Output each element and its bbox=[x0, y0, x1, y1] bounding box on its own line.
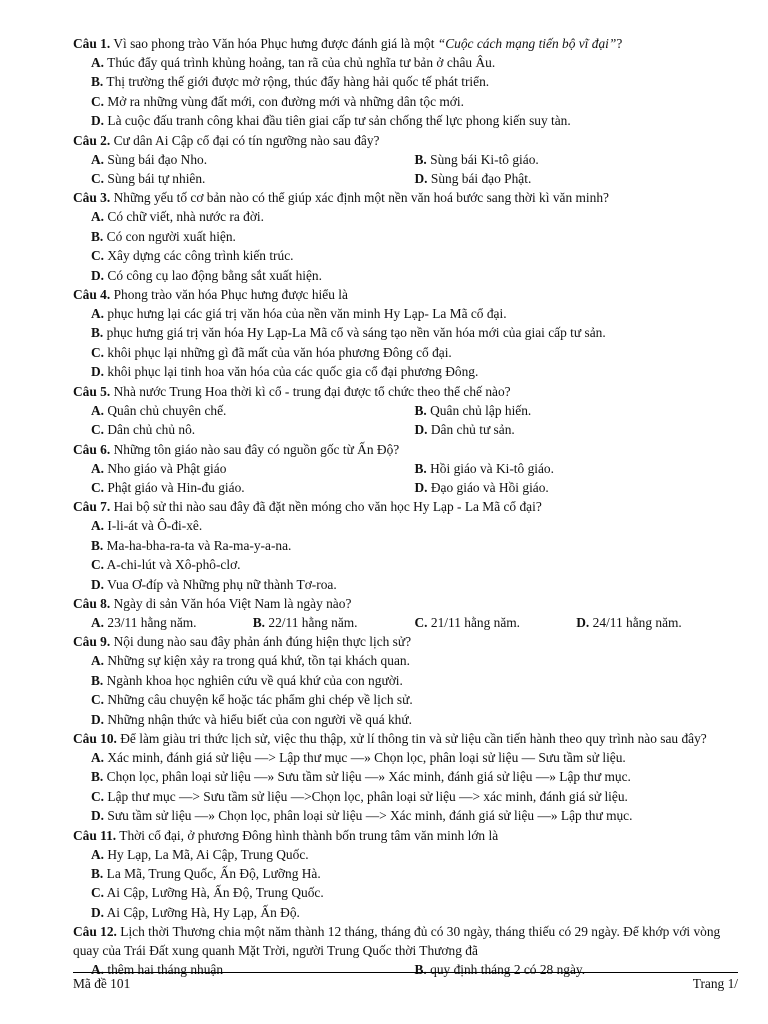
option-letter: C. bbox=[91, 171, 105, 187]
option-letter: D. bbox=[91, 711, 105, 727]
question-stem bbox=[73, 729, 738, 748]
answer-option bbox=[91, 690, 738, 709]
question-stem bbox=[73, 131, 738, 150]
question-text: Những tôn giáo nào sau đây có nguồn gốc từ Ấn Độ? bbox=[113, 441, 400, 457]
exam-code: Mã đề 101 bbox=[73, 976, 131, 991]
answer-option bbox=[91, 343, 738, 362]
answer-options bbox=[73, 651, 738, 729]
question-number: Câu 12. bbox=[73, 924, 117, 940]
question-stem bbox=[73, 922, 738, 960]
question-number: Câu 2. bbox=[73, 132, 111, 148]
question bbox=[73, 285, 738, 382]
option-text: La Mã, Trung Quốc, Ấn Độ, Lưỡng Hà. bbox=[106, 866, 321, 881]
option-text: Ai Cập, Lưỡng Hà, Hy Lạp, Ấn Độ. bbox=[106, 904, 300, 920]
answer-option bbox=[91, 555, 738, 574]
option-text: 23/11 hằng năm. bbox=[107, 614, 197, 630]
option-text: 22/11 hằng năm. bbox=[268, 614, 358, 630]
question-text: Hai bộ sử thi nào sau đây đã đặt nền móng cho văn học Hy Lạp - La Mã cổ đại? bbox=[113, 499, 542, 515]
answer-option bbox=[91, 304, 738, 323]
option-letter: A. bbox=[91, 306, 105, 322]
option-text: Là cuộc đấu tranh công khai đầu tiên giai cấp tư sản chống thế lực phong kiến suy tàn. bbox=[107, 113, 571, 129]
option-text: Có chữ viết, nhà nước ra đời. bbox=[107, 209, 264, 225]
question bbox=[73, 131, 738, 189]
option-text: khôi phục lại tinh hoa văn hóa của các quốc gia cổ đại phương Đông. bbox=[107, 364, 479, 380]
option-letter: D. bbox=[91, 267, 105, 283]
option-letter: B. bbox=[414, 460, 427, 476]
question-text: Những yếu tố cơ bản nào có thể giúp xác định một nền văn hoá bước sang thời kì văn minh? bbox=[113, 190, 609, 206]
option-text: 24/11 hằng năm. bbox=[592, 614, 682, 630]
answer-options bbox=[73, 459, 738, 498]
option-letter: B. bbox=[91, 672, 104, 688]
option-text: Mở ra những vùng đất mới, con đường mới và những dân tộc mới. bbox=[107, 93, 464, 109]
answer-option bbox=[91, 710, 738, 729]
question-text: Lịch thời Thương chia một năm thành 12 tháng, tháng đủ có 30 ngày, tháng thiếu có 29 ngày. Để khớp với vòng quay của Trái Đất xung quanh Mặt Trời, người Trung Quốc thời Thương đã bbox=[73, 924, 721, 959]
option-text: Dân chủ tư sản. bbox=[430, 422, 515, 438]
question-stem bbox=[73, 34, 738, 53]
page-number: Trang 1/ bbox=[692, 976, 738, 991]
answer-option bbox=[91, 227, 738, 246]
option-letter: C. bbox=[414, 614, 428, 630]
option-letter: C. bbox=[91, 479, 105, 495]
option-letter: A. bbox=[91, 614, 105, 630]
option-letter: B. bbox=[91, 325, 104, 341]
option-letter: C. bbox=[91, 788, 105, 804]
option-text: Những sự kiện xảy ra trong quá khứ, tồn tại khách quan. bbox=[107, 653, 410, 669]
option-letter: C. bbox=[91, 422, 105, 438]
question-text: Nhà nước Trung Hoa thời kì cổ - trung đại được tổ chức theo thể chế nào? bbox=[113, 383, 511, 399]
answer-option bbox=[91, 92, 738, 111]
option-letter: A. bbox=[91, 518, 105, 534]
question-punctuation: ? bbox=[616, 36, 623, 51]
option-text: Có công cụ lao động bằng sắt xuất hiện. bbox=[107, 267, 322, 283]
question-text: Phong trào văn hóa Phục hưng được hiểu là bbox=[113, 287, 348, 303]
option-text: quy định tháng 2 có 28 ngày. bbox=[430, 962, 586, 978]
answer-option bbox=[91, 864, 738, 883]
option-letter: B. bbox=[414, 962, 427, 978]
answer-option bbox=[415, 459, 739, 478]
option-text: Ma-ha-bha-ra-ta và Ra-ma-y-a-na. bbox=[106, 537, 292, 553]
answer-option bbox=[91, 536, 738, 555]
answer-option bbox=[91, 169, 415, 188]
answer-option bbox=[91, 516, 738, 535]
question-stem bbox=[73, 285, 738, 304]
option-letter: D. bbox=[91, 113, 105, 129]
option-letter: A. bbox=[91, 653, 105, 669]
option-letter: D. bbox=[91, 808, 105, 824]
answer-option bbox=[91, 575, 738, 594]
answer-option bbox=[91, 111, 738, 130]
answer-option bbox=[91, 207, 738, 226]
option-letter: B. bbox=[91, 866, 104, 881]
option-letter: A. bbox=[91, 402, 105, 418]
answer-option bbox=[91, 266, 738, 285]
answer-option bbox=[91, 671, 738, 690]
answer-option bbox=[415, 420, 739, 439]
option-text: Sưu tầm sử liệu —» Chọn lọc, phân loại sử liệu —> Xác minh, đánh giá sử liệu —» Lập thư mục. bbox=[107, 808, 633, 824]
option-letter: A. bbox=[91, 55, 105, 70]
option-text: Có con người xuất hiện. bbox=[106, 228, 236, 244]
answer-options bbox=[73, 207, 738, 285]
option-text: Thị trường thế giới được mở rộng, thúc đẩy hàng hải quốc tế phát triển. bbox=[106, 74, 490, 90]
option-text: I-li-át và Ô-đi-xê. bbox=[107, 518, 203, 534]
option-text: Sùng bái đạo Phật. bbox=[430, 171, 532, 187]
option-text: phục hưng lại các giá trị văn hóa của nền văn minh Hy Lạp- La Mã cổ đại. bbox=[107, 306, 507, 322]
option-letter: A. bbox=[91, 962, 105, 978]
answer-options bbox=[73, 516, 738, 594]
question-stem bbox=[73, 632, 738, 651]
option-text: thêm hai tháng nhuận bbox=[107, 962, 224, 978]
answer-option bbox=[91, 787, 738, 806]
question-number: Câu 7. bbox=[73, 499, 111, 515]
option-letter: B. bbox=[91, 228, 104, 244]
option-text: Những câu chuyện kể hoặc tác phẩm ghi chép về lịch sử. bbox=[107, 692, 413, 708]
answer-option bbox=[91, 845, 738, 864]
option-text: Ngành khoa học nghiên cứu về quá khứ của con người. bbox=[106, 672, 403, 688]
option-text: Ai Cập, Lưỡng Hà, Ấn Độ, Trung Quốc. bbox=[106, 885, 324, 901]
question-text: Thời cổ đại, ở phương Đông hình thành bốn trung tâm văn minh lớn là bbox=[119, 827, 499, 843]
question bbox=[73, 594, 738, 632]
option-text: Đạo giáo và Hồi giáo. bbox=[430, 479, 549, 495]
question-number: Câu 1. bbox=[73, 36, 111, 51]
question-number: Câu 11. bbox=[73, 827, 117, 843]
option-letter: A. bbox=[91, 749, 105, 765]
question-number: Câu 9. bbox=[73, 634, 111, 650]
answer-option bbox=[91, 806, 738, 825]
answer-options bbox=[73, 748, 738, 826]
option-text: Chọn lọc, phân loại sử liệu —» Sưu tầm sử liệu —» Xác minh, đánh giá sử liệu —» Lập thư mục. bbox=[106, 769, 631, 785]
question-number: Câu 3. bbox=[73, 190, 111, 206]
answer-option bbox=[91, 362, 738, 381]
answer-option bbox=[576, 613, 738, 632]
option-letter: D. bbox=[576, 614, 590, 630]
option-text: Thúc đẩy quá trình khủng hoảng, tan rã của chủ nghĩa tư bản ở châu Âu. bbox=[107, 55, 496, 70]
page-footer bbox=[73, 972, 738, 993]
answer-option bbox=[91, 613, 253, 632]
option-text: Quân chủ chuyên chế. bbox=[107, 402, 227, 418]
option-letter: D. bbox=[414, 422, 428, 438]
answer-option bbox=[415, 401, 739, 420]
option-letter: B. bbox=[91, 537, 104, 553]
option-letter: D. bbox=[91, 364, 105, 380]
answer-option bbox=[91, 478, 415, 497]
option-text: A-chi-lút và Xô-phô-clơ. bbox=[106, 557, 241, 573]
option-text: Dân chủ chủ nô. bbox=[107, 422, 196, 438]
option-text: 21/11 hằng năm. bbox=[430, 614, 521, 630]
option-letter: A. bbox=[91, 151, 105, 167]
option-text: Sùng bái tự nhiên. bbox=[107, 171, 206, 187]
option-text: phục hưng giá trị văn hóa Hy Lạp-La Mã cổ và sáng tạo nền văn hóa mới của giai cấp tư sản. bbox=[106, 325, 606, 341]
option-text: Vua Ơ-đíp và Những phụ nữ thành Tơ-roa. bbox=[107, 576, 337, 592]
question-quote: “Cuộc cách mạng tiến bộ vĩ đại” bbox=[437, 36, 617, 51]
question bbox=[73, 497, 738, 594]
question-text: Vì sao phong trào Văn hóa Phục hưng được đánh giá là một bbox=[113, 36, 438, 51]
option-letter: D. bbox=[414, 479, 428, 495]
question-stem bbox=[73, 497, 738, 516]
question-text: Nội dung nào sau đây phản ánh đúng hiện thực lịch sử? bbox=[113, 634, 412, 650]
option-text: Hồi giáo và Ki-tô giáo. bbox=[430, 460, 554, 476]
answer-option bbox=[91, 53, 738, 72]
question-text: Ngày di sản Văn hóa Việt Nam là ngày nào? bbox=[113, 595, 352, 611]
question-stem bbox=[73, 440, 738, 459]
answer-option bbox=[91, 459, 415, 478]
answer-option bbox=[91, 748, 738, 767]
option-letter: D. bbox=[91, 576, 105, 592]
question-number: Câu 6. bbox=[73, 441, 111, 457]
option-letter: A. bbox=[91, 846, 105, 862]
option-letter: C. bbox=[91, 93, 105, 109]
question bbox=[73, 382, 738, 440]
question-number: Câu 5. bbox=[73, 383, 111, 399]
question-text: Cư dân Ai Cập cổ đại có tín ngưỡng nào sau đây? bbox=[113, 132, 380, 148]
option-text: Hy Lạp, La Mã, Ai Cập, Trung Quốc. bbox=[107, 846, 309, 862]
option-letter: A. bbox=[91, 209, 105, 225]
question-stem bbox=[73, 594, 738, 613]
option-text: Sùng bái đạo Nho. bbox=[107, 151, 208, 167]
question bbox=[73, 729, 738, 826]
option-letter: C. bbox=[91, 885, 105, 901]
option-text: Lập thư mục —> Sưu tầm sử liệu —>Chọn lọc, phân loại sử liệu —> xác minh, đánh giá sử liệu. bbox=[107, 788, 628, 804]
option-letter: B. bbox=[91, 74, 104, 90]
answer-option bbox=[91, 246, 738, 265]
option-letter: B. bbox=[91, 769, 104, 785]
option-text: Quân chủ lập hiến. bbox=[430, 402, 532, 418]
answer-option bbox=[415, 150, 739, 169]
option-letter: C. bbox=[91, 248, 105, 264]
answer-option bbox=[91, 651, 738, 670]
question bbox=[73, 922, 738, 979]
option-letter: D. bbox=[91, 904, 105, 920]
question bbox=[73, 188, 738, 285]
answer-option bbox=[91, 150, 415, 169]
answer-options bbox=[73, 304, 738, 382]
option-letter: D. bbox=[414, 171, 428, 187]
option-letter: C. bbox=[91, 692, 105, 708]
answer-option bbox=[91, 883, 738, 902]
answer-option bbox=[91, 903, 738, 922]
answer-options bbox=[73, 613, 738, 632]
question bbox=[73, 632, 738, 729]
option-text: Những nhận thức và hiểu biết của con người về quá khứ. bbox=[107, 711, 412, 727]
question bbox=[73, 440, 738, 498]
answer-option bbox=[91, 420, 415, 439]
answer-option bbox=[415, 613, 577, 632]
answer-option bbox=[415, 478, 739, 497]
option-text: khôi phục lại những gì đã mất của văn hóa phương Đông cổ đại. bbox=[107, 344, 452, 360]
question bbox=[73, 826, 738, 923]
option-text: Xây dựng các công trình kiến trúc. bbox=[107, 248, 294, 264]
question-number: Câu 10. bbox=[73, 730, 117, 746]
option-letter: B. bbox=[252, 614, 266, 630]
answer-option bbox=[91, 72, 738, 91]
option-letter: C. bbox=[91, 344, 105, 360]
option-letter: A. bbox=[91, 460, 105, 476]
option-letter: B. bbox=[414, 402, 427, 418]
answer-option bbox=[415, 169, 739, 188]
answer-option bbox=[91, 323, 738, 342]
question-number: Câu 4. bbox=[73, 287, 111, 303]
answer-option bbox=[91, 767, 738, 786]
question-stem bbox=[73, 826, 738, 845]
option-letter: C. bbox=[91, 557, 105, 573]
answer-options bbox=[73, 845, 738, 923]
option-text: Phật giáo và Hin-đu giáo. bbox=[107, 479, 245, 495]
question bbox=[73, 34, 738, 131]
answer-option bbox=[91, 401, 415, 420]
question-stem bbox=[73, 382, 738, 401]
question-stem bbox=[73, 188, 738, 207]
exam-page bbox=[73, 34, 738, 980]
answer-options bbox=[73, 150, 738, 189]
option-text: Sùng bái Ki-tô giáo. bbox=[430, 151, 539, 167]
option-letter: B. bbox=[414, 151, 427, 167]
option-text: Nho giáo và Phật giáo bbox=[107, 460, 227, 476]
question-text: Để làm giàu tri thức lịch sử, việc thu thập, xử lí thông tin và sử liệu cần tiến hành theo quy trình nào sau đây? bbox=[120, 730, 707, 746]
answer-options bbox=[73, 401, 738, 440]
answer-options bbox=[73, 53, 738, 131]
option-text: Xác minh, đánh giá sử liệu —> Lập thư mục —» Chọn lọc, phân loại sử liệu — Sưu tầm sử liệu. bbox=[107, 749, 626, 765]
question-number: Câu 8. bbox=[73, 595, 111, 611]
answer-option bbox=[253, 613, 415, 632]
